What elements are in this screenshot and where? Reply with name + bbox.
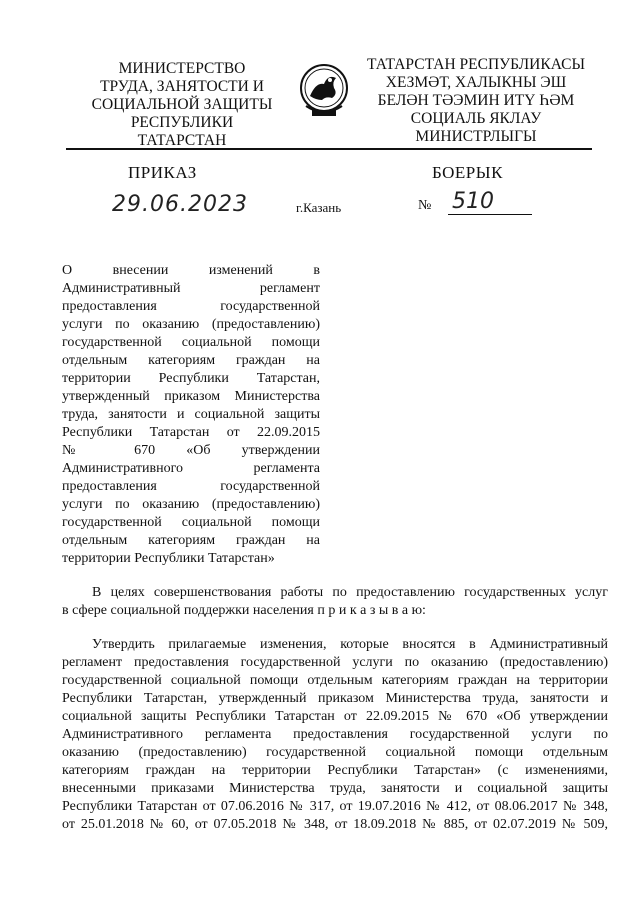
ministry-name-line: ТРУДА, ЗАНЯТОСТИ И (100, 78, 264, 95)
ministry-name-line: РЕСПУБЛИКИ (130, 114, 234, 131)
subject-line: № 670 «Об утверждении (62, 443, 320, 458)
ministry-name-line: БЕЛӘН ТӘЭМИН ИТҮ ҺӘМ (377, 92, 575, 109)
subject-line: предоставления государственной (62, 299, 320, 314)
subject-line: Республики Татарстан от 22.09.2015 (62, 425, 320, 440)
order-date: 29.06.2023 (112, 192, 248, 217)
order-number-label: № (418, 198, 432, 213)
header-divider (66, 148, 592, 150)
body-line: Административного регламента предоставления государственной услуги по (62, 727, 608, 742)
body-line: в сфере социальной поддержки населения п р и к а з ы в а ю: (62, 603, 426, 618)
ministry-name-line: ХЕЗМӘТ, ХАЛЫКНЫ ЭШ (385, 74, 567, 91)
ministry-name-russian (62, 60, 302, 150)
order-number: 510 (448, 190, 532, 215)
ministry-name-line: СОЦИАЛЬ ЯКЛАУ (410, 110, 542, 127)
subject-line: предоставления государственной (62, 479, 320, 494)
ministry-name-line: СОЦИАЛЬНОЙ ЗАЩИТЫ (91, 96, 273, 113)
ministry-name-tatar (360, 56, 592, 146)
body-line: категориям граждан на территории Республики Татарстан» (с изменениями, (62, 763, 608, 778)
subject-line: утвержденный приказом Министерства (62, 389, 320, 404)
subject-line: государственной социальной помощи (62, 335, 320, 350)
subject-line: государственной социальной помощи (62, 515, 320, 530)
order-city: г.Казань (296, 200, 342, 215)
subject-line: услуги по оказанию (предоставлению) (62, 317, 320, 332)
body-line: внесенными приказами Министерства труда, занятости и социальной защиты (62, 781, 608, 796)
subject-line: отдельным категориям граждан на (62, 353, 320, 368)
coat-of-arms-emblem-icon (298, 60, 350, 122)
ministry-name-line: МИНИСТЕРСТВО (118, 60, 246, 77)
body-line: Республики Татарстан от 07.06.2016 № 317, от 19.07.2016 № 412, от 08.06.2017 № 348, (62, 799, 608, 814)
ministry-name-line: ТАТАРСТАН (137, 132, 227, 149)
subject-line: Административного регламента (62, 461, 320, 476)
subject-line: территории Республики Татарстан, (62, 371, 320, 386)
ministry-name-line: МИНИСТРЛЫГЫ (415, 128, 537, 145)
body-line: В целях совершенствования работы по предоставлению государственных услуг (92, 585, 608, 600)
subject-line: Административный регламент (62, 281, 320, 296)
body-line: регламент предоставления государственной услуги по оказанию (предоставлению) (62, 655, 608, 670)
subject-line: труда, занятости и социальной защиты (62, 407, 320, 422)
document-title-russian: ПРИКАЗ (128, 163, 197, 182)
body-line: государственной социальной помощи отдельным категориям граждан на территории (62, 673, 608, 688)
body-line: Республики Татарстан, утвержденный приказом Министерства труда, занятости и (62, 691, 608, 706)
subject-line: О внесении изменений в (62, 263, 320, 278)
body-line: Утвердить прилагаемые изменения, которые вносятся в Административный (92, 637, 608, 652)
body-line: от 25.01.2018 № 60, от 07.05.2018 № 348, от 18.09.2018 № 885, от 02.07.2019 № 509, (62, 817, 608, 832)
document-title-tatar: БОЕРЫК (432, 163, 503, 182)
subject-line: услуги по оказанию (предоставлению) (62, 497, 320, 512)
body-line: оказанию (предоставлению) государственной социальной помощи отдельным (62, 745, 608, 760)
ministry-name-line: ТАТАРСТАН РЕСПУБЛИКАСЫ (367, 56, 585, 73)
subject-line: отдельным категориям граждан на (62, 533, 320, 548)
subject-line: территории Республики Татарстан» (62, 551, 275, 566)
body-line: социальной защиты Республики Татарстан от 22.09.2015 № 670 «Об утверждении (62, 709, 608, 724)
